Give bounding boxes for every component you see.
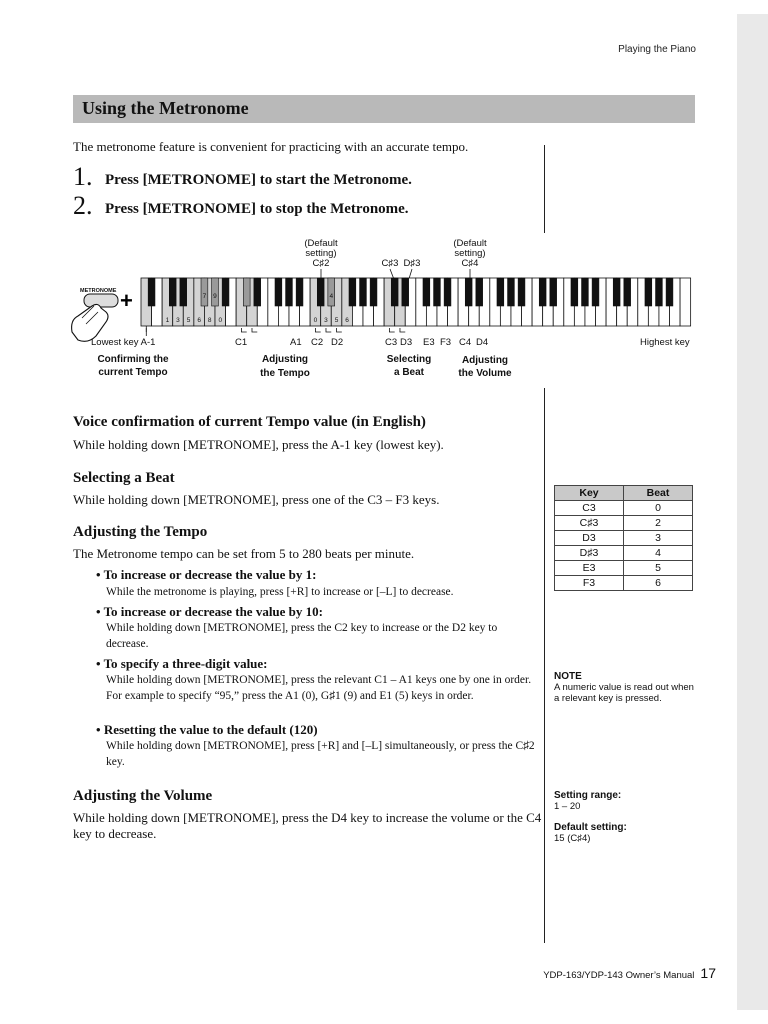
default-volume-label-2: setting) xyxy=(454,248,486,259)
piano-keyboard xyxy=(141,278,691,326)
table-cell: C3 xyxy=(555,501,624,516)
default-setting-value: 15 (C♯4) xyxy=(554,833,591,844)
black-key xyxy=(254,278,261,306)
black-key xyxy=(539,278,546,306)
bullet-body: While holding down [METRONOME], press [+R] and [–L] simultaneously, or press the C♯2 key. xyxy=(106,740,535,768)
label-e3: E3 xyxy=(423,337,435,348)
step-number: 2. xyxy=(73,191,93,220)
default-tempo-key: C♯2 xyxy=(312,258,330,269)
black-key xyxy=(169,278,176,306)
bullet-heading: • Resetting the value to the default (120) xyxy=(96,722,318,737)
label-c3: C3 xyxy=(385,337,398,348)
black-key xyxy=(497,278,504,306)
heading-voice-confirmation: Voice confirmation of current Tempo value (in English) xyxy=(73,414,426,430)
beat-table xyxy=(554,485,693,591)
default-setting-label: Default setting: xyxy=(554,822,627,833)
table-cell: 2 xyxy=(624,516,693,531)
black-key xyxy=(402,278,409,306)
step-text: Press [METRONOME] to stop the Metronome. xyxy=(105,201,409,217)
running-header: Playing the Piano xyxy=(618,44,696,55)
section-title: Using the Metronome xyxy=(82,98,249,118)
black-key xyxy=(201,278,208,306)
page-edge-strip xyxy=(737,14,768,1010)
setting-range-label: Setting range: xyxy=(554,790,622,801)
black-key xyxy=(592,278,599,306)
default-tempo-label-1: (Default xyxy=(304,238,338,249)
heading-selecting-beat: Selecting a Beat xyxy=(73,470,175,486)
page-footer xyxy=(543,965,716,981)
key-digit: 7 xyxy=(202,293,207,300)
intro-text: The metronome feature is convenient for practicing with an accurate tempo. xyxy=(73,139,469,154)
beat-key-c3s: C♯3 xyxy=(381,258,399,269)
black-key xyxy=(275,278,282,306)
key-marker xyxy=(389,328,394,332)
page-number: 17 xyxy=(700,965,716,981)
bullet-body: While the metronome is playing, press [+R] to increase or [–L] to decrease. xyxy=(106,586,454,598)
column-divider-top xyxy=(544,145,545,233)
black-key xyxy=(571,278,578,306)
beat-key-d3s: D♯3 xyxy=(403,258,421,269)
bullet-heading: • To specify a three-digit value: xyxy=(96,656,268,671)
keyboard-diagram-svg xyxy=(68,232,698,382)
table-row xyxy=(555,531,693,546)
caption-confirm-2: current Tempo xyxy=(98,367,168,378)
bullet-heading: • To increase or decrease the value by 1: xyxy=(96,567,317,582)
label-d3: D3 xyxy=(400,337,413,348)
key-digit: 4 xyxy=(181,293,186,300)
key-marker xyxy=(400,328,405,332)
settings-block xyxy=(554,790,694,844)
black-key xyxy=(434,278,441,306)
plus-sign: + xyxy=(120,288,133,313)
black-key xyxy=(624,278,631,306)
step-number: 1. xyxy=(73,162,93,191)
table-row xyxy=(555,516,693,531)
black-key xyxy=(243,278,250,306)
label-c4: C4 xyxy=(459,337,472,348)
black-key xyxy=(465,278,472,306)
key-digit: 2 xyxy=(170,293,175,300)
label-lowest-key: Lowest key A-1 xyxy=(91,337,156,348)
table-cell: D3 xyxy=(555,531,624,546)
black-key xyxy=(656,278,663,306)
step-text: Press [METRONOME] to start the Metronome. xyxy=(105,172,412,188)
text-selecting-beat: While holding down [METRONOME], press one of the C3 – F3 keys. xyxy=(73,492,440,507)
default-tempo-label-2: setting) xyxy=(305,248,337,259)
black-key xyxy=(180,278,187,306)
key-digit: 3 xyxy=(324,317,328,324)
caption-select-beat-1: Selecting xyxy=(386,354,432,365)
caption-adj-tempo-1: Adjusting xyxy=(261,354,309,365)
table-cell: 3 xyxy=(624,531,693,546)
section-title-bar xyxy=(73,95,695,123)
table-header: Beat xyxy=(624,486,693,501)
label-c2: C2 xyxy=(311,337,324,348)
table-header: Key xyxy=(555,486,624,501)
table-cell: D♯3 xyxy=(555,546,624,561)
black-key xyxy=(666,278,673,306)
black-key xyxy=(582,278,589,306)
table-row xyxy=(555,561,693,576)
key-digit: 8 xyxy=(207,317,212,324)
text-adjusting-tempo: The Metronome tempo can be set from 5 to 280 beats per minute. xyxy=(73,546,415,561)
black-key xyxy=(212,278,219,306)
label-c1: C1 xyxy=(235,337,248,348)
caption-select-beat-2: a Beat xyxy=(393,367,425,378)
key-digit: 5 xyxy=(186,317,191,324)
table-cell: 5 xyxy=(624,561,693,576)
black-key xyxy=(613,278,620,306)
default-volume-key: C♯4 xyxy=(461,258,479,269)
white-key xyxy=(680,278,691,326)
table-cell: C♯3 xyxy=(555,516,624,531)
setting-range-value: 1 – 20 xyxy=(554,801,581,812)
table-cell: 6 xyxy=(624,576,693,591)
black-key xyxy=(518,278,525,306)
table-row xyxy=(555,576,693,591)
black-key xyxy=(370,278,377,306)
column-divider-bottom xyxy=(544,388,545,943)
bullet-body: While holding down [METRONOME], press the relevant C1 – A1 keys one by one in order. For example to specify “95,” press the A1 (0), G♯1 (9) and E1 (5) keys in order. xyxy=(106,674,532,702)
black-key xyxy=(423,278,430,306)
default-volume-label-1: (Default xyxy=(453,238,487,249)
black-key xyxy=(645,278,652,306)
caption-adj-tempo-2: the Tempo xyxy=(260,368,310,379)
black-key xyxy=(349,278,356,306)
label-highest-key: Highest key xyxy=(640,337,690,348)
text-adjusting-volume: While holding down [METRONOME], press the D4 key to increase the volume or the C4 key to decrease. xyxy=(73,810,542,841)
key-marker xyxy=(315,328,320,332)
black-key xyxy=(296,278,303,306)
table-row xyxy=(555,546,693,561)
key-digit: 4 xyxy=(329,293,334,300)
label-d4: D4 xyxy=(476,337,489,348)
bullet-body: While holding down [METRONOME], press the C2 key to increase or the D2 key to decrease. xyxy=(106,622,498,650)
key-marker xyxy=(337,328,342,332)
metronome-button xyxy=(84,294,118,307)
key-marker xyxy=(252,328,257,332)
key-digit: 3 xyxy=(176,317,180,324)
black-key xyxy=(550,278,557,306)
black-key xyxy=(317,278,324,306)
table-row xyxy=(555,501,693,516)
table-cell: 0 xyxy=(624,501,693,516)
black-key xyxy=(476,278,483,306)
key-digit: 0 xyxy=(218,317,223,324)
key-markers xyxy=(146,326,405,336)
caption-adj-volume-1: Adjusting xyxy=(461,355,509,366)
key-digit: 0 xyxy=(313,317,318,324)
black-key xyxy=(328,278,335,306)
caption-confirm-1: Confirming the xyxy=(97,354,169,365)
heading-adjusting-volume: Adjusting the Volume xyxy=(73,788,213,804)
key-digit: 1 xyxy=(165,317,170,324)
label-d2: D2 xyxy=(331,337,344,348)
note-text: A numeric value is read out when a relevant key is pressed. xyxy=(554,682,694,704)
key-digit: 6 xyxy=(345,317,349,324)
label-a1: A1 xyxy=(290,337,302,348)
caption-adj-volume-2: the Volume xyxy=(458,368,512,379)
key-digit: 5 xyxy=(334,317,339,324)
key-digit: 6 xyxy=(197,317,201,324)
black-key xyxy=(286,278,293,306)
table-cell: 4 xyxy=(624,546,693,561)
text-voice-confirmation: While holding down [METRONOME], press the A-1 key (lowest key). xyxy=(73,437,444,452)
key-digit: 9 xyxy=(213,293,217,300)
black-key xyxy=(444,278,451,306)
heading-adjusting-tempo: Adjusting the Tempo xyxy=(73,524,208,540)
label-f3: F3 xyxy=(440,337,452,348)
black-key xyxy=(508,278,515,306)
black-key xyxy=(222,278,229,306)
key-marker xyxy=(326,328,331,332)
table-cell: F3 xyxy=(555,576,624,591)
black-key xyxy=(391,278,398,306)
note-block xyxy=(554,671,694,704)
note-title: NOTE xyxy=(554,671,582,682)
keyboard-diagram xyxy=(68,232,698,382)
manual-name: YDP-163/YDP-143 Owner’s Manual xyxy=(543,970,695,981)
key-digit: 2 xyxy=(318,293,323,300)
key-marker xyxy=(241,328,246,332)
black-key xyxy=(148,278,155,306)
bullet-heading: • To increase or decrease the value by 10: xyxy=(96,604,323,619)
metronome-button-label: METRONOME xyxy=(80,288,117,294)
black-key xyxy=(360,278,367,306)
table-cell: E3 xyxy=(555,561,624,576)
